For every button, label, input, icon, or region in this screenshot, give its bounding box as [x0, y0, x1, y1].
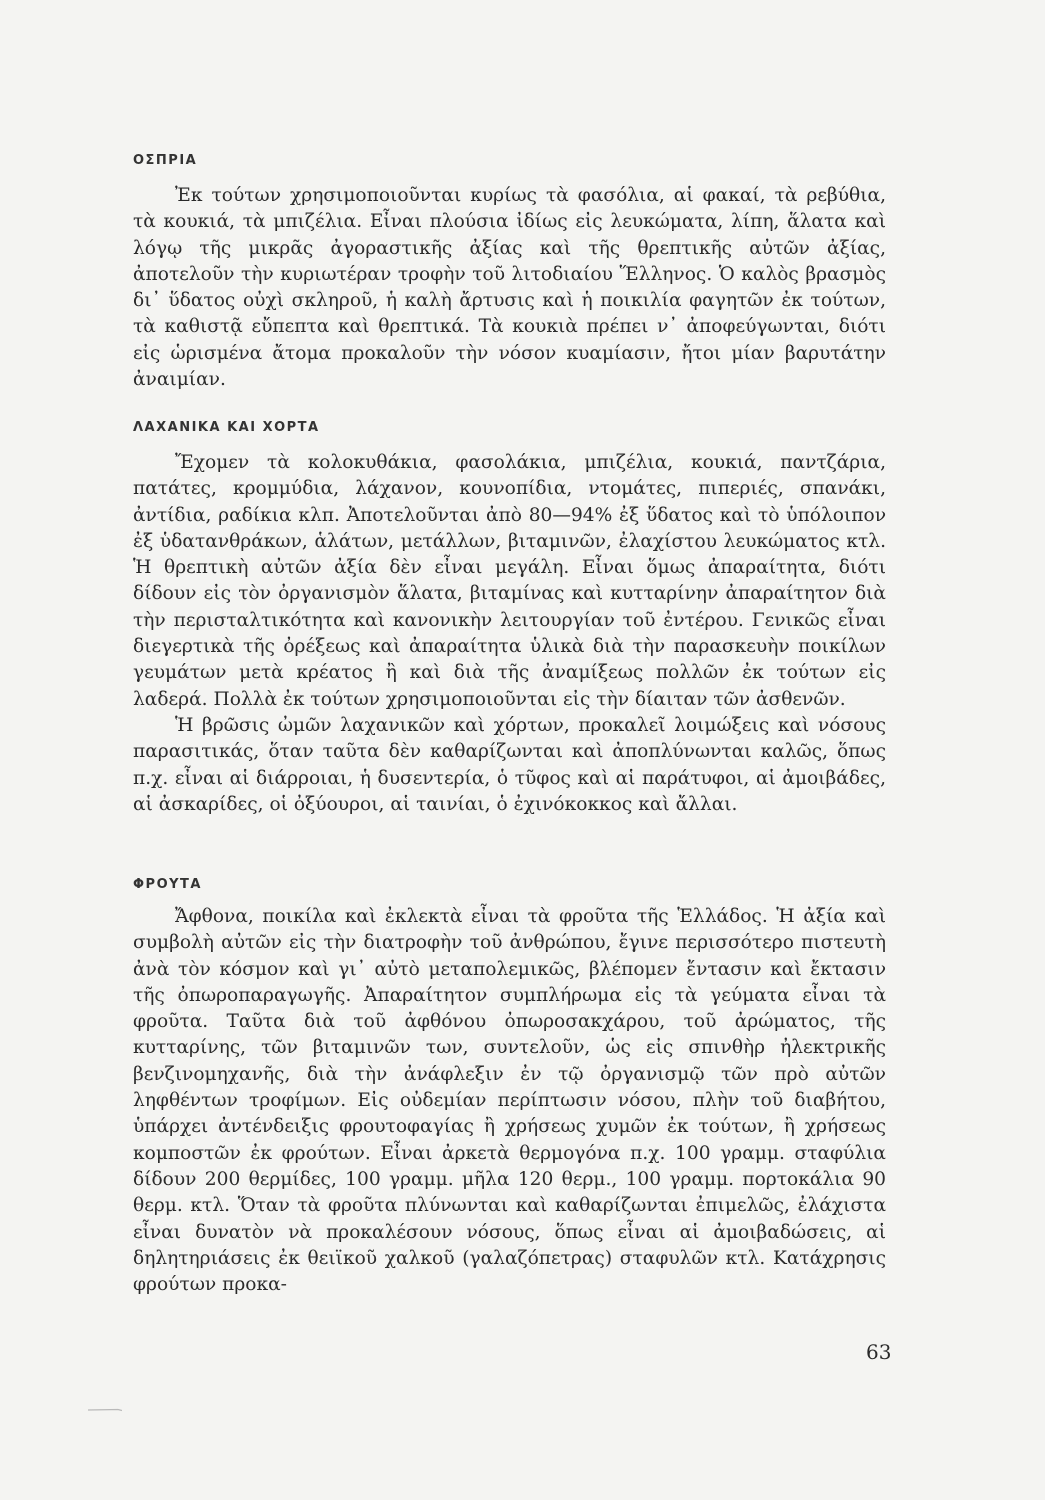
ink-smudge [88, 1408, 122, 1412]
paragraph: Ἔχομεν τὰ κολοκυθάκια, φασολάκια, μπιζέλια, κουκιά, παντζάρια, πατάτες, κρομμύδια, λάχανον, κουνοπίδια, ντομάτες, πιπεριές, σπανάκι, ἀντίδια, ραδίκια κλπ. Ἀποτελοῦνται ἀπὸ 80—94% ἐξ ὕδατος καὶ τὸ ὑπόλοιπον ἐξ ὑδατανθράκων, ἁλάτων, μετάλλων, βιταμινῶν, ἐλαχίστου λευκώματος κτλ. Ἡ θρεπτικὴ αὐτῶν ἀξία δὲν εἶναι μεγάλη. Εἶναι ὅμως ἀπαραίτητα, διότι δίδουν εἰς τὸν ὀργανισμὸν ἅλατα, βιταμίνας καὶ κυτταρίνην ἀπαραίτητον διὰ τὴν περισταλτικότητα καὶ κανονικὴν λειτουργίαν τοῦ ἐντέρου. Γενικῶς εἶναι διεγερτικὰ τῆς ὀρέξεως καὶ ἀπαραίτητα ὑλικὰ διὰ τὴν παρασκευὴν ποικίλων γευμάτων μετὰ κρέατος ἢ καὶ διὰ τῆς ἀναμίξεως πολλῶν ἐκ τούτων εἰς λαδερά. Πολλὰ ἐκ τούτων χρησιμοποιοῦνται εἰς τὴν δίαιταν τῶν ἀσθενῶν. [133, 452, 886, 710]
paragraph: Ἄφθονα, ποικίλα καὶ ἐκλεκτὰ εἶναι τὰ φροῦτα τῆς Ἑλλάδος. Ἡ ἀξία καὶ συμβολὴ αὐτῶν εἰς τὴν διατροφὴν τοῦ ἀνθρώπου, ἔγινε περισσότερο πιστευτὴ ἀνὰ τὸν κόσμον καὶ γι᾽ αὐτὸ μεταπολεμικῶς, βλέπομεν ἔντασιν καὶ ἔκτασιν τῆς ὀπωροπαραγωγῆς. Ἀπαραίτητον συμπλήρωμα εἰς τὰ γεύματα εἶναι τὰ φροῦτα. Ταῦτα διὰ τοῦ ἀφθόνου ὀπωροσακχάρου, τοῦ ἀρώματος, τῆς κυτταρίνης, τῶν βιταμινῶν των, συντελοῦν, ὡς εἰς σπινθὴρ ἠλεκτρικῆς βενζινομηχανῆς, διὰ τὴν ἀνάφλεξιν ἐν τῷ ὀργανισμῷ τῶν πρὸ αὐτῶν ληφθέντων τροφίμων. Εἰς οὐδεμίαν περίπτωσιν νόσου, πλὴν τοῦ διαβήτου, ὑπάρχει ἀντένδειξις φρουτοφαγίας ἢ χρήσεως χυμῶν ἐκ τούτων, ἢ χρήσεως κομποστῶν ἐκ φρούτων. Εἶναι ἀρκετὰ θερμογόνα π.χ. 100 γραμμ. σταφύλια δίδουν 200 θερμίδες, 100 γραμμ. μῆλα 120 θερμ., 100 γραμμ. πορτοκάλια 90 θερμ. κτλ. Ὅταν τὰ φροῦτα πλύνωνται καὶ καθαρίζωνται ἐπιμελῶς, ἐλάχιστα εἶναι δυνατὸν νὰ προκαλέσουν νόσους, ὅπως εἶναι αἱ ἀμοιβαδώσεις, αἱ δηλητηριάσεις ἐκ θειϊκοῦ χαλκοῦ (γαλαζόπετρας) σταφυλῶν κτλ. Κατάχρησις φρούτων προκα- [133, 906, 886, 1296]
section-fruits-body [133, 904, 886, 1298]
section-heading-vegetables: ΛΑΧΑΝΙΚΑ ΚΑΙ ΧΟΡΤΑ [133, 420, 320, 435]
section-vegetables-body [133, 450, 886, 818]
paragraph: Ἡ βρῶσις ὠμῶν λαχανικῶν καὶ χόρτων, προκαλεῖ λοιμώξεις καὶ νόσους παρασιτικάς, ὅταν ταῦτα δὲν καθαρίζωνται καὶ ἀποπλύνωνται καλῶς, ὅπως π.χ. εἶναι αἱ διάρροιαι, ἡ δυσεντερία, ὁ τῦφος καὶ αἱ παράτυφοι, αἱ ἀμοιβάδες, αἱ ἀσκαρίδες, οἱ ὀξύουροι, αἱ ταινίαι, ὁ ἐχινόκοκκος καὶ ἄλλαι. [133, 714, 886, 815]
page-number: 63 [866, 1340, 892, 1364]
section-heading-legumes: ΟΣΠΡΙΑ [133, 153, 198, 168]
section-heading-fruits: ΦΡΟΥΤΑ [133, 877, 202, 892]
section-legumes-body [133, 183, 886, 393]
paragraph: Ἐκ τούτων χρησιμοποιοῦνται κυρίως τὰ φασόλια, αἱ φακαί, τὰ ρεβύθια, τὰ κουκιά, τὰ μπιζέλια. Εἶναι πλούσια ἰδίως εἰς λευκώματα, λίπη, ἅλατα καὶ λόγῳ τῆς μικρᾶς ἀγοραστικῆς ἀξίας καὶ τῆς θρεπτικῆς αὐτῶν ἀξίας, ἀποτελοῦν τὴν κυριωτέραν τροφὴν τοῦ λιτοδιαίου Ἕλληνος. Ὁ καλὸς βρασμὸς δι᾽ ὕδατος οὐχὶ σκληροῦ, ἡ καλὴ ἄρτυσις καὶ ἡ ποικιλία φαγητῶν ἐκ τούτων, τὰ καθιστᾷ εὔπεπτα καὶ θρεπτικά. Τὰ κουκιὰ πρέπει ν᾽ ἀποφεύγωνται, διότι εἰς ὡρισμένα ἄτομα προκαλοῦν τὴν νόσον κυαμίασιν, ἤτοι μίαν βαρυτάτην ἀναιμίαν. [133, 185, 886, 391]
